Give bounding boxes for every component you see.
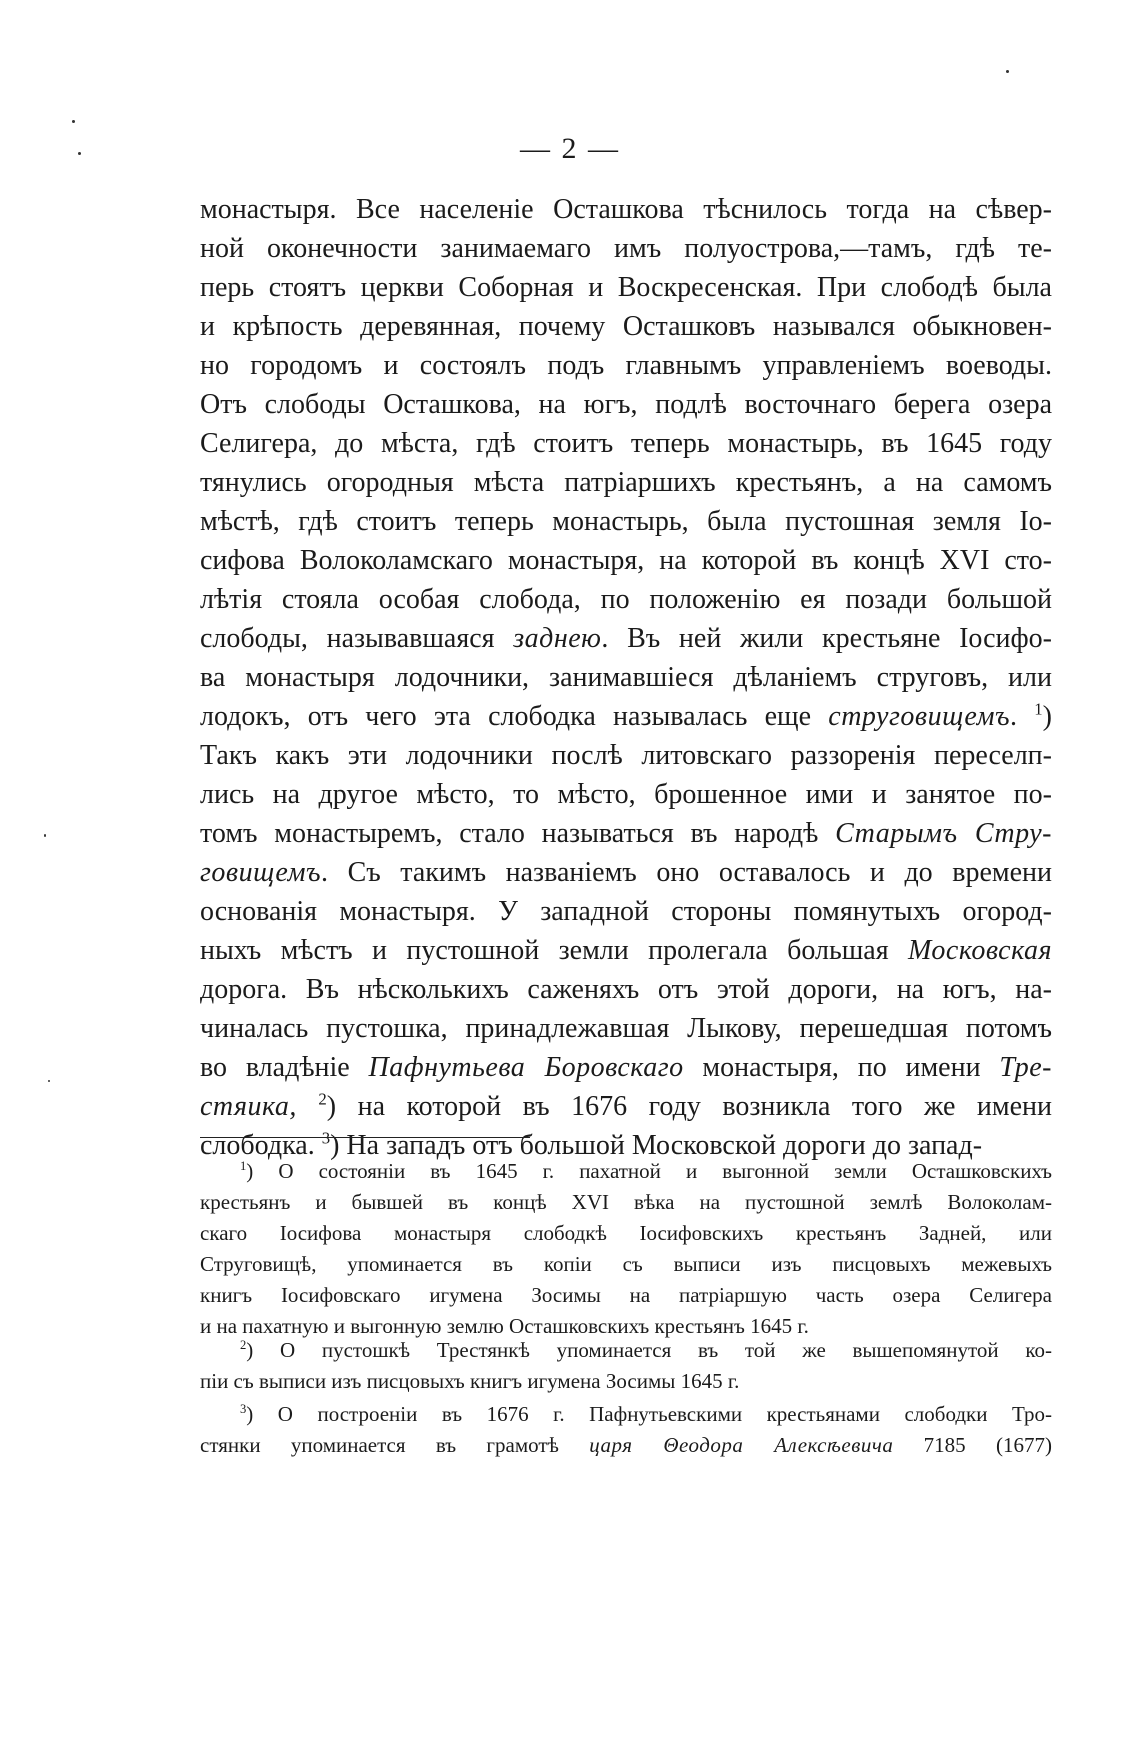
italic-term: Старымъ Стру- [835, 818, 1052, 849]
italic-term: стяика, [200, 1091, 297, 1122]
text-run: ) О построеніи въ 1676 г. Пафнутьевскими крестьянами слободки Тро- [246, 1402, 1052, 1426]
text-run: . [1010, 701, 1035, 732]
text-line: Селигера, до мѣста, гдѣ стоитъ теперь монастырь, въ 1645 году [200, 428, 1052, 459]
text-run: слободы, называвшаяся [200, 623, 514, 654]
text-line [200, 1048, 1052, 1087]
footnote-line [200, 1335, 1052, 1366]
footnote-ref: 3 [321, 1128, 331, 1148]
text-line: мѣстѣ, гдѣ стоитъ теперь монастырь, была пустошная земля Іо- [200, 506, 1052, 537]
text-run: во владѣніе [200, 1052, 369, 1083]
text-run: лодокъ, отъ чего эта слободка называлась еще [200, 701, 829, 732]
scan-speck [44, 834, 46, 837]
scan-speck [1006, 70, 1009, 73]
footnote-line [200, 1399, 1052, 1430]
text-run: ) О состояніи въ 1645 г. пахатной и выгонной земли Осташковскихъ [246, 1159, 1052, 1183]
italic-term: говищемъ [200, 857, 322, 888]
text-run: слободка. [200, 1130, 322, 1161]
footnote-line [200, 1156, 1052, 1187]
text-line: лѣтія стояла особая слобода, по положенію ея позади большой [200, 584, 1052, 615]
scan-speck [48, 1080, 50, 1082]
italic-term: заднею [513, 623, 602, 654]
text-run: ) на которой въ 1676 году возникла того же имени [326, 1091, 1052, 1122]
footnote-line: скаго Іосифова монастыря слободкѣ Іосифовскихъ крестьянъ Задней, или [200, 1221, 1052, 1245]
text-line: но городомъ и состоялъ подъ главнымъ управленіемъ воеводы. [200, 350, 1052, 381]
text-line: лись на другое мѣсто, то мѣсто, брошенное ими и занятое по- [200, 779, 1052, 810]
text-line: Такъ какъ эти лодочники послѣ литовскаго раззоренія переселп- [200, 740, 1052, 771]
footnote-ref: 1 [1034, 699, 1043, 719]
italic-term: Тре- [999, 1052, 1053, 1083]
text-run: ) [1042, 701, 1052, 732]
italic-term: Пафнутьева Боровскаго [368, 1052, 684, 1083]
italic-term: струговищемъ [828, 701, 1011, 732]
main-text [200, 190, 1052, 1165]
text-line: сифова Волоколамскаго монастыря, на которой въ концѣ XVI сто- [200, 545, 1052, 576]
footnote-marker: 3 [240, 1402, 247, 1416]
footnote-line: піи съ выписи изъ писцовыхъ книгъ игумена Зосимы 1645 г. [200, 1369, 740, 1393]
text-line: дорога. Въ нѣсколькихъ саженяхъ отъ этой дороги, на югъ, на- [200, 974, 1052, 1005]
text-line: и крѣпость деревянная, почему Осташковъ назывался обыкновен- [200, 311, 1052, 342]
footnote-marker: 1 [240, 1159, 247, 1173]
footnote-marker: 2 [240, 1338, 247, 1352]
text-line: тянулись огородныя мѣста патріаршихъ крестьянъ, а на самомъ [200, 467, 1052, 498]
text-line: чиналась пустошка, принадлежавшая Лыкову, перешедшая потомъ [200, 1013, 1052, 1044]
text-run: 7185 (1677) [893, 1433, 1052, 1457]
footnote-line [200, 1430, 1052, 1461]
italic-term: царя Θеодора Алексѣевича [589, 1433, 894, 1457]
footnote-2 [200, 1335, 1052, 1397]
text-run: монастыря, по имени [683, 1052, 1000, 1083]
footnote-line: Струговищѣ, упоминается въ копіи съ выписи изъ писцовыхъ межевыхъ [200, 1252, 1052, 1276]
page-number: — 2 — [520, 132, 620, 165]
text-run: ) О пустошкѣ Трестянкѣ упоминается въ той же вышепомянутой ко- [246, 1338, 1052, 1362]
text-line [200, 814, 1052, 853]
footnote-line: и на пахатную и выгонную землю Осташковскихъ крестьянъ 1645 г. [200, 1314, 809, 1338]
text-run: ) На западъ отъ большой Московской дороги до запад- [330, 1130, 983, 1161]
text-line: ной оконечности занимаемаго имъ полуострова,—тамъ, гдѣ те- [200, 233, 1052, 264]
footnote-3 [200, 1399, 1052, 1461]
footnote-1 [200, 1156, 1052, 1342]
text-run: стянки упоминается въ грамотѣ [200, 1433, 590, 1457]
text-line [200, 853, 1052, 892]
text-line: Отъ слободы Осташкова, на югъ, подлѣ восточнаго берега озера [200, 389, 1052, 420]
text-line: монастыря. Все населеніе Осташкова тѣснилось тогда на сѣвер- [200, 194, 1052, 225]
text-line [200, 697, 1052, 736]
text-line: ва монастыря лодочники, занимавшіеся дѣланіемъ струговъ, или [200, 662, 1052, 693]
footnote-line: крестьянъ и бывшей въ концѣ XVI вѣка на пустошной землѣ Волоколам- [200, 1190, 1052, 1214]
footnote-ref: 2 [318, 1089, 327, 1109]
text-line: основанія монастыря. У западной стороны помянутыхъ огород- [200, 896, 1052, 927]
text-run: томъ монастыремъ, стало называться въ народѣ [200, 818, 836, 849]
text-line [200, 619, 1052, 658]
italic-term: Московская [907, 935, 1052, 966]
text-line [200, 931, 1052, 970]
scan-speck [72, 120, 75, 123]
text-run: . Въ ней жили крестьяне Іосифо- [601, 623, 1052, 654]
text-run: . Съ такимъ названіемъ оно оставалось и до времени [321, 857, 1052, 888]
footnote-separator [200, 1137, 530, 1138]
text-line: перь стоятъ церкви Соборная и Воскресенская. При слободѣ была [200, 272, 1052, 303]
footnote-line: книгъ Іосифовскаго игумена Зосимы на патріаршую часть озера Селигера [200, 1283, 1052, 1307]
text-line [200, 1087, 1052, 1126]
text-run: ныхъ мѣстъ и пустошной земли пролегала большая [200, 935, 908, 966]
